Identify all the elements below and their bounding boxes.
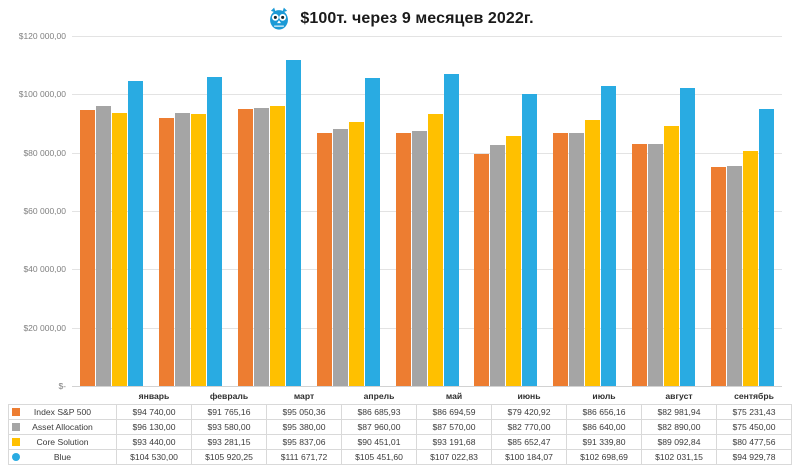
- table-cell: $105 451,60: [342, 449, 417, 464]
- bar[interactable]: [522, 94, 537, 386]
- bar[interactable]: [759, 109, 774, 386]
- bar[interactable]: [743, 151, 758, 386]
- y-axis-tick-label: $120 000,00: [18, 31, 66, 41]
- table-cell: $94 740,00: [117, 404, 192, 419]
- bar[interactable]: [444, 74, 459, 386]
- table-cell: $90 451,01: [342, 434, 417, 449]
- table-cell: $93 580,00: [192, 419, 267, 434]
- bar[interactable]: [270, 106, 285, 386]
- table-cell: $82 890,00: [642, 419, 717, 434]
- y-axis-tick-label: $60 000,00: [23, 206, 66, 216]
- bar[interactable]: [365, 78, 380, 386]
- table-cell: $86 694,59: [417, 404, 492, 419]
- table-cell: $107 022,83: [417, 449, 492, 464]
- bar-group: [230, 36, 309, 386]
- table-cell: $93 281,15: [192, 434, 267, 449]
- bar[interactable]: [159, 118, 174, 386]
- table-cell: $86 685,93: [342, 404, 417, 419]
- y-axis-labels: [0, 31, 72, 391]
- bar[interactable]: [664, 126, 679, 386]
- table-row: [9, 404, 792, 419]
- bar-group: [151, 36, 230, 386]
- table-cell: $95 837,06: [267, 434, 342, 449]
- legend-entry[interactable]: [9, 434, 117, 449]
- table-header-row: [9, 389, 792, 404]
- page-title: $100т. через 9 месяцев 2022г.: [300, 10, 534, 27]
- chart-header: [0, 4, 800, 34]
- table-cell: $93 191,68: [417, 434, 492, 449]
- grid-area: [72, 36, 782, 386]
- bar[interactable]: [553, 133, 568, 386]
- bar[interactable]: [569, 133, 584, 386]
- bar-group: [466, 36, 545, 386]
- table-cell: $86 656,16: [567, 404, 642, 419]
- y-axis-tick-label: $100 000,00: [18, 89, 66, 100]
- bar[interactable]: [585, 120, 600, 386]
- bar[interactable]: [128, 81, 143, 386]
- bar-group: [703, 36, 782, 386]
- table-cell: $91 339,80: [567, 434, 642, 449]
- bar[interactable]: [632, 144, 647, 386]
- x-axis-category-label: январь: [138, 391, 170, 402]
- bar[interactable]: [680, 88, 695, 386]
- table-cell: $94 929,78: [717, 449, 792, 464]
- bar[interactable]: [648, 144, 663, 386]
- bar[interactable]: [412, 131, 427, 386]
- gridline: [72, 386, 782, 387]
- table-cell: $102 031,15: [642, 449, 717, 464]
- table-cell: $79 420,92: [492, 404, 567, 419]
- x-axis-category-label: август: [665, 391, 693, 402]
- table-row: [9, 419, 792, 434]
- bar[interactable]: [317, 133, 332, 386]
- bar-group: [545, 36, 624, 386]
- table-cell: $102 698,69: [567, 449, 642, 464]
- bar[interactable]: [207, 77, 222, 386]
- table-cell: $80 477,56: [717, 434, 792, 449]
- bar[interactable]: [254, 108, 269, 386]
- legend-label: Index S&P 500: [33, 406, 92, 417]
- bar[interactable]: [286, 60, 301, 386]
- bar[interactable]: [112, 113, 127, 386]
- x-axis-category-label: март: [293, 391, 315, 402]
- bars-layer: [72, 36, 782, 386]
- bar[interactable]: [238, 109, 253, 386]
- x-axis-category-label: сентябрь: [734, 391, 774, 402]
- x-axis-category-label: май: [445, 391, 463, 402]
- table-cell: $100 184,07: [492, 449, 567, 464]
- bar[interactable]: [474, 154, 489, 386]
- table-cell: $75 231,43: [717, 404, 792, 419]
- table-cell: $96 130,00: [117, 419, 192, 434]
- y-axis-tick-label: $80 000,00: [23, 147, 66, 158]
- legend-entry[interactable]: [9, 404, 117, 419]
- legend-label: Asset Allocation: [32, 421, 93, 432]
- table-corner-cell: [9, 389, 117, 404]
- legend-swatch-icon: [12, 438, 20, 446]
- legend-label: Blue: [53, 451, 72, 462]
- bar-group: [388, 36, 467, 386]
- table-row: [9, 449, 792, 464]
- table-cell: $95 050,36: [267, 404, 342, 419]
- data-table-wrap: [8, 389, 792, 465]
- plot-area: [0, 31, 800, 391]
- table-cell: $105 920,25: [192, 449, 267, 464]
- table-cell: $104 530,00: [117, 449, 192, 464]
- bar[interactable]: [80, 110, 95, 386]
- bar-group: [72, 36, 151, 386]
- y-axis-tick-label: $20 000,00: [23, 322, 66, 333]
- table-cell: $87 960,00: [342, 419, 417, 434]
- table-cell: $91 765,16: [192, 404, 267, 419]
- bar[interactable]: [349, 122, 364, 386]
- table-cell: $111 671,72: [267, 449, 342, 464]
- bar[interactable]: [96, 106, 111, 386]
- bar[interactable]: [601, 86, 616, 386]
- table-cell: $87 570,00: [417, 419, 492, 434]
- bar[interactable]: [396, 133, 411, 386]
- bar[interactable]: [333, 129, 348, 386]
- bar-group: [309, 36, 388, 386]
- table-cell: $89 092,84: [642, 434, 717, 449]
- bar[interactable]: [727, 166, 742, 386]
- x-axis-category-label: апрель: [363, 391, 395, 402]
- table-cell: $82 770,00: [492, 419, 567, 434]
- x-axis-category-label: июнь: [517, 391, 541, 402]
- y-axis-tick-label: $40 000,00: [23, 264, 66, 275]
- y-axis-tick-label: $-: [58, 381, 66, 391]
- table-row: [9, 434, 792, 449]
- legend-entry[interactable]: [9, 449, 117, 464]
- owl-icon: [266, 6, 292, 32]
- legend-swatch-icon: [12, 408, 20, 416]
- legend-entry[interactable]: [9, 419, 117, 434]
- table-cell: $93 440,00: [117, 434, 192, 449]
- x-axis-category-label: июль: [592, 391, 616, 402]
- bar[interactable]: [506, 136, 521, 386]
- bar-group: [624, 36, 703, 386]
- table-cell: $75 450,00: [717, 419, 792, 434]
- bar[interactable]: [490, 145, 505, 386]
- bar[interactable]: [711, 167, 726, 386]
- bar[interactable]: [428, 114, 443, 386]
- x-axis-category-label: февраль: [209, 391, 249, 402]
- table-cell: $85 652,47: [492, 434, 567, 449]
- table-cell: $86 640,00: [567, 419, 642, 434]
- legend-swatch-icon: [12, 423, 20, 431]
- bar[interactable]: [191, 114, 206, 386]
- bar[interactable]: [175, 113, 190, 386]
- legend-swatch-icon: [12, 453, 20, 461]
- data-table: [8, 389, 792, 465]
- table-cell: $82 981,94: [642, 404, 717, 419]
- legend-label: Core Solution: [36, 436, 89, 447]
- table-cell: $95 380,00: [267, 419, 342, 434]
